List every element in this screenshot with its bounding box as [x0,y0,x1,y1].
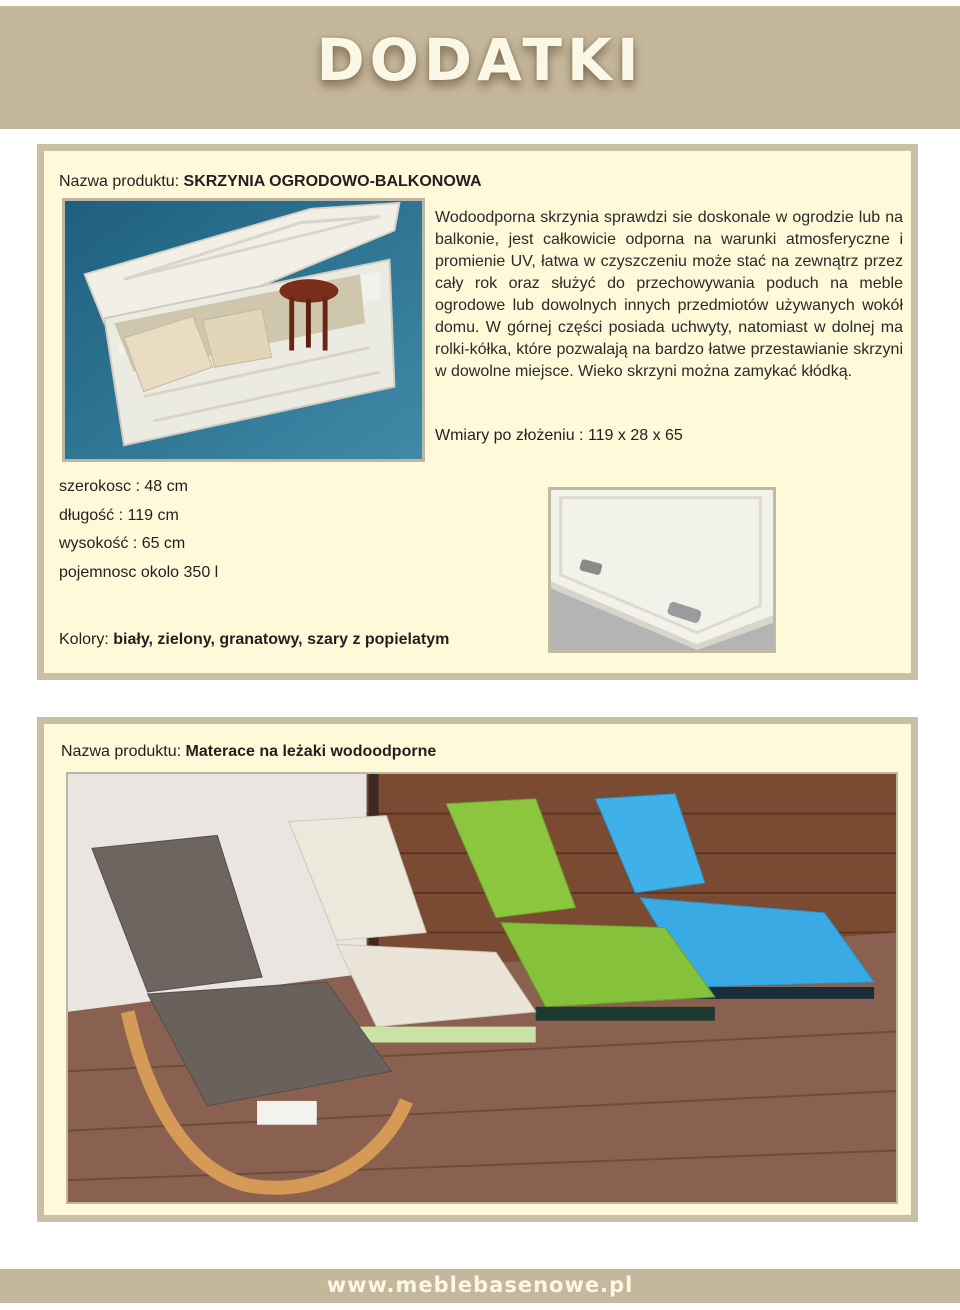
colors-label: Kolory: [59,631,109,648]
product-card-cushions [37,717,918,1222]
spec-height: wysokość : 65 cm [59,535,186,553]
spec-width: szerokosc : 48 cm [59,478,188,495]
product-card-storage-box [37,144,918,680]
loungers-photo [66,772,898,1204]
colors-value: biały, zielony, granatowy, szary z popielatym [113,631,450,648]
product-name-label: Nazwa produktu: [61,743,182,760]
storage-box-wheels-photo [548,487,776,653]
folded-dimensions: Wmiary po złożeniu : 119 x 28 x 65 [435,427,683,444]
spec-length: długość : 119 cm [59,506,179,524]
product-name-line [61,743,436,761]
product-name-line [59,173,482,191]
colors-line [59,631,449,649]
product-description: Wodoodporna skrzynia sprawdzi sie doskonale w ogrodzie lub na balkonie, jest całkowicie odporna na warunki atmosferyczne i promienie UV, łatwa w czyszczeniu może stać na zewnątrz przez cały rok oraz służyć do przechowywania poduch na meble ogrodowe lub dowolnych innych przedmiotów używanych wokół domu. W górnej części posiada uchwyty, natomiast w dolnej ma rolki-kółka, które pozwalają na bardzo łatwe przestawianie skrzyni w dowolne miejsce. Wieko skrzyni można zamykać kłódką. [435,209,903,380]
website-url[interactable]: www.meblebasenowe.pl [326,1273,634,1297]
page-title: DODATKI [316,26,644,94]
product-name: Materace na leżaki wodoodporne [185,743,437,760]
product-name: SKRZYNIA OGRODOWO-BALKONOWA [183,173,482,190]
spec-list [59,476,218,591]
spec-capacity: pojemnosc okolo 350 l [59,564,219,582]
storage-box-photo [62,198,425,462]
product-name-label: Nazwa produktu: [59,173,180,190]
